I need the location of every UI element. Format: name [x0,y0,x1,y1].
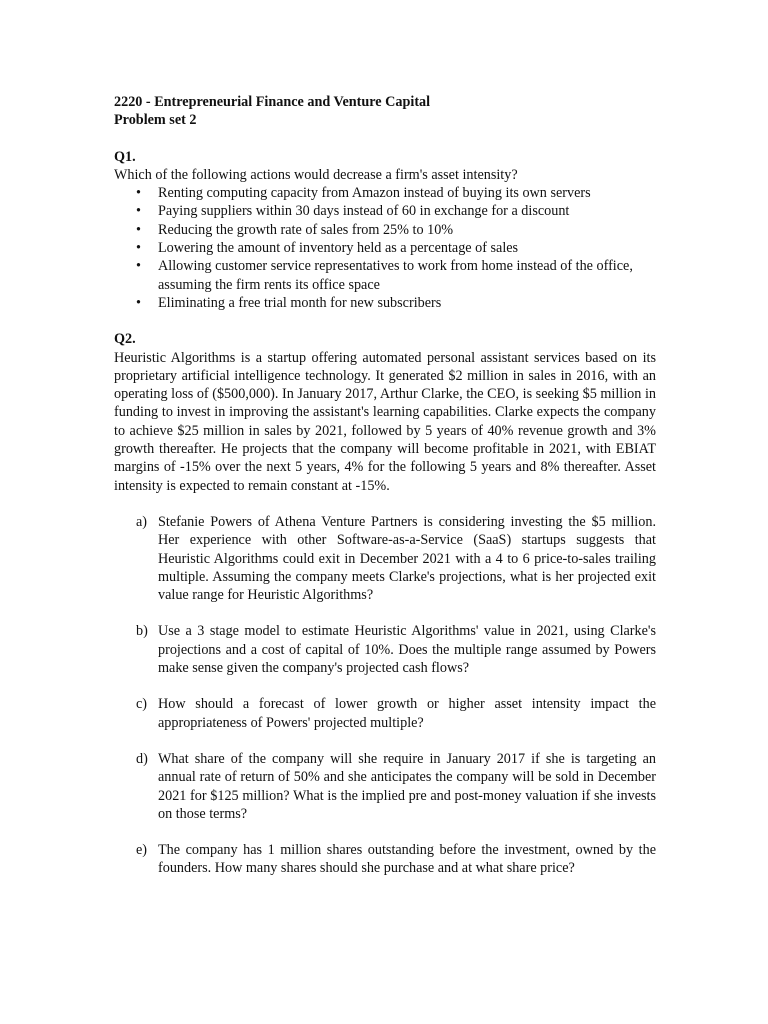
bullet-icon: • [136,294,141,311]
list-item: • Lowering the amount of inventory held as a percentage of sales [136,240,519,257]
q2-part-a [114,513,656,604]
part-text: How should a forecast of lower growth or higher asset intensity impact the appropriateness of Powers' projected multiple? [158,696,656,731]
part-marker: c) [136,696,148,713]
part-marker: b) [136,623,148,640]
q2-part-b [114,622,656,677]
document-content [114,93,656,896]
part-text: The company has 1 million shares outstanding before the investment, owned by the founders. How many shares should she purchase and at what share price? [158,842,656,877]
list-item: • Paying suppliers within 30 days instead of 60 in exchange for a discount [136,203,570,220]
part-text: Stefanie Powers of Athena Venture Partners is considering investing the $5 million. Her experience with other Software-as-a-Service (SaaS) startups suggests that Heuristic Algorithms could exit in December 2021 with a 4 to 6 price-to-sales trailing multiple. Assuming the company meets Clarke's projections, what is her projected exit value range for Heuristic Algorithms? [158,513,656,604]
q2-heading: Q2. [114,331,136,348]
q1-prompt: Which of the following actions would decrease a firm's asset intensity? [114,166,518,183]
q2-intro-paragraph: Heuristic Algorithms is a startup offering automated personal assistant services based on its proprietary artificial intelligence technology. It generated $2 million in sales in 2016, with an operating loss of ($500,000). In January 2017, Arthur Clarke, the CEO, is seeking $5 million in funding to invest in improving the assistant's learning capabilities. Clarke expects the company to achieve $25 million in sales by 2021, followed by 5 years of 40% revenue growth and 3% growth thereafter. He projects that the company will become profitable in 2021, with EBIAT margins of -15% over the next 5 years, 4% for the following 5 years and 8% thereafter. Asset intensity is expected to remain constant at -15%. [114,349,656,494]
q2-parts-list [114,513,656,878]
part-marker: a) [136,513,148,530]
bullet-icon: • [136,203,141,220]
part-text: Use a 3 stage model to estimate Heuristic Algorithms' value in 2021, using Clarke's projections and a cost of capital of 10%. Does the multiple range assumed by Powers make sense given the company's projected cash flows? [158,623,656,677]
list-item: • Allowing customer service representatives to work from home instead of the office, assuming the firm rents its office space [136,258,633,293]
part-marker: d) [136,750,148,767]
bullet-icon: • [136,240,141,257]
q2-part-c [114,695,656,732]
q1-heading: Q1. [114,148,136,165]
list-item: • Eliminating a free trial month for new subscribers [136,294,442,311]
bullet-icon: • [136,221,141,238]
list-item: • Reducing the growth rate of sales from 25% to 10% [136,221,454,238]
q1-options-list [114,184,656,312]
part-text: What share of the company will she require in January 2017 if she is targeting an annual rate of return of 50% and she anticipates the company will be sold in December 2021 for $125 million? What is the implied pre and post-money valuation if she invests on those terms? [158,750,656,822]
part-marker: e) [136,842,148,859]
q2-part-e [114,841,656,878]
list-item: • Renting computing capacity from Amazon instead of buying its own servers [136,185,591,202]
bullet-icon: • [136,185,141,202]
bullet-icon: • [136,258,141,275]
problem-set-subtitle: Problem set 2 [114,112,197,129]
course-title: 2220 - Entrepreneurial Finance and Venture Capital [114,94,431,110]
q2-part-d [114,750,656,823]
